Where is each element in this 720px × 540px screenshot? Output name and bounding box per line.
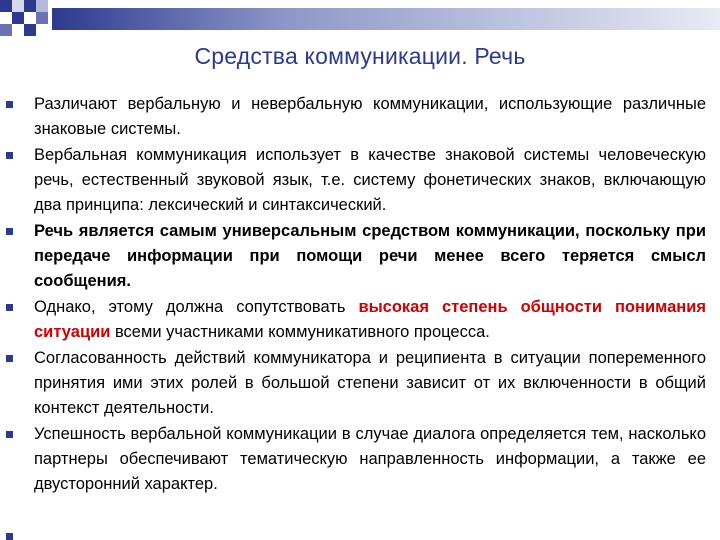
list-item xyxy=(0,143,720,218)
item-text: Успешность вербальной коммуникации в случае диалога определяется тем, насколько партнеры обеспечивают тематическую направленность информации, а также ее двусторонний характер. xyxy=(34,425,706,493)
slide-title: Средства коммуникации. Речь xyxy=(194,43,526,69)
item-text: Вербальная коммуникация использует в качестве знаковой системы человеческую речь, естественный звуковой язык, т.е. систему фонетических знаков, включающую два принципа: лексический и синтаксический. xyxy=(34,146,706,214)
list-item xyxy=(0,295,720,345)
bullet-list xyxy=(0,92,720,498)
square-bullet-icon xyxy=(6,431,13,438)
list-item xyxy=(0,92,720,142)
list-item xyxy=(0,422,720,497)
item-text-before: Однако, этому должна сопутствовать xyxy=(34,298,359,316)
item-text-after: всеми участниками коммуникативного процесса. xyxy=(110,323,490,341)
header-decoration xyxy=(0,0,720,40)
list-item xyxy=(0,346,720,421)
highlighted-text: высокая степень общности понимания ситуации xyxy=(34,298,707,341)
square-bullet-icon xyxy=(6,533,13,540)
square-bullet-icon xyxy=(6,355,13,362)
square-bullet-icon xyxy=(6,228,13,235)
square-bullet-icon xyxy=(6,152,13,159)
square-bullet-icon xyxy=(6,304,13,311)
list-item xyxy=(0,219,720,294)
item-text: Согласованность действий коммуникатора и реципиента в ситуации попеременного принятия ими этих ролей в большой степени зависит от их включенности в общий контекст деятельности. xyxy=(34,349,706,417)
square-bullet-icon xyxy=(6,101,13,108)
item-text: Речь является самым универсальным средством коммуникации, поскольку при передаче информации при помощи речи менее всего теряется смысл сообщения. xyxy=(34,222,706,290)
item-text: Различают вербальную и невербальную коммуникации, использующие различные знаковые системы. xyxy=(34,95,706,138)
item-text xyxy=(34,295,706,345)
